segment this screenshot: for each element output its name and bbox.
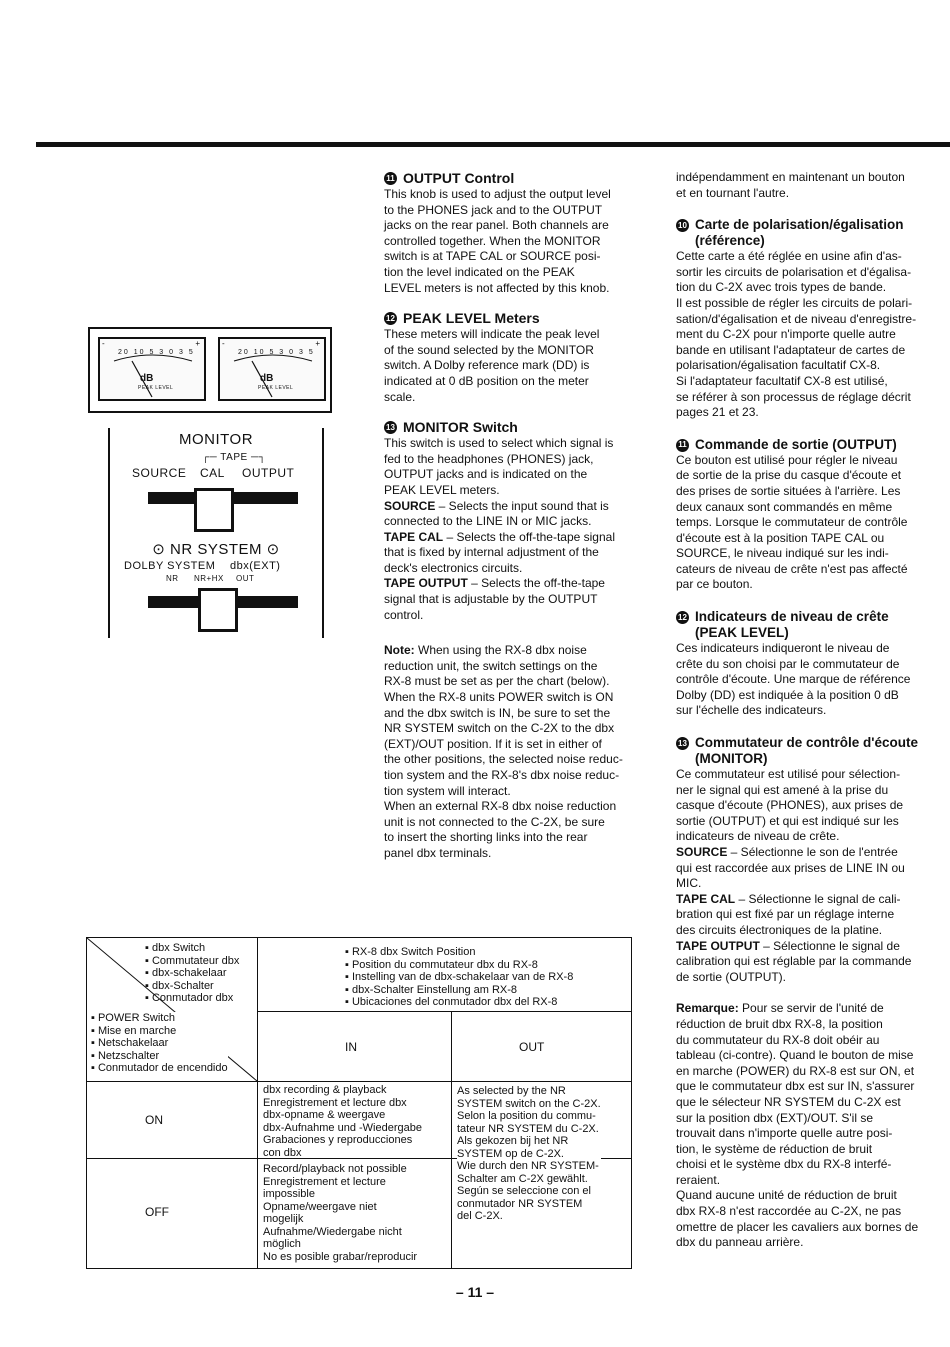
- number-13-icon: 13: [676, 737, 689, 750]
- number-11-icon: 11: [384, 172, 397, 185]
- meter-label: PEAK LEVEL: [138, 385, 174, 391]
- nr-pos-nrhx: NR+HX: [194, 574, 224, 583]
- peak-heading: 12 PEAK LEVEL Meters: [384, 310, 632, 327]
- number-11-icon: 11: [676, 439, 689, 452]
- carte-heading: 10 Carte de polarisation/égalisation (référence): [676, 217, 926, 249]
- nr-system-label: ⊙ NR SYSTEM ⊙: [152, 541, 280, 558]
- carte-body: Cette carte a été réglée en usine afin d'as- sortir les circuits de polarisation et d'égalisa- tion du C-2X avec trois types de bande. Il est possible de régler les circuits de polari- sation/d'égalisation et de niveau d'enregistre- ment du C-2X pour n'importe quelle autre bande en utilisant l'adaptateur de cartes de polarisation/égalisation facultatif CX-8. Si l'adaptateur facultatif CX-8 est utilisé, se référer à son processus de réglage décrit pages 21 et 23.: [676, 249, 917, 420]
- nr-dolby-label: DOLBY SYSTEM: [124, 560, 216, 572]
- nr-dbx-label: dbx(EXT): [230, 560, 281, 572]
- table-line: [451, 1011, 452, 1268]
- middle-column: [384, 170, 632, 862]
- output-body: This knob is used to adjust the output level to the PHONES jack and to the OUTPUT jacks on the rear panel. Both channels are controlled together. When the MONITOR switch is at TAPE CAL or SOURCE posi- tion the level indicated on the PEAK LEVEL meters is not affected by this knob.: [384, 187, 611, 295]
- commut-heading: 13 Commutateur de contrôle d'écoute (MONITOR): [676, 735, 926, 767]
- commut-body: Ce commutateur est utilisé pour sélection- ner le signal qui est amené à la prise du casque d'écoute (PHONES), aux prises de sortie (OUTPUT) et qui est indiqué sur les indicateurs de niveau de crête. SOURCE – Sélectionne le son de l'entrée qui est raccordée aux prises de LINE IN ou MIC. TAPE CAL – Sélectionne le signal de cali- bration qui est fixé par un réglage interne des circuits électroniques de la platine. TAPE OUTPUT – Sélectionne le signal de calibration qui est réglable par la commande de sortie (OUTPUT).: [676, 767, 912, 984]
- table-line: [257, 1011, 631, 1012]
- number-12-icon: 12: [384, 312, 397, 325]
- number-10-icon: 10: [676, 219, 689, 232]
- intro-text: indépendamment en maintenant un bouton et en tournant l'autre.: [676, 170, 905, 200]
- remarque-body: Remarque: Pour se servir de l'unité de réduction de bruit dbx RX-8, la position du commutateur du RX-8 doit obéir au tableau (ci-contre). Quand le bouton de mise en marche (POWER) du RX-8 est sur ON, et que le commutateur dbx est sur IN, s'assurer que le sélecteur NR SYSTEM du C-2X est sur la position dbx (EXT)/OUT. S'il se trouvait dans n'importe quelle autre posi- tion, le système de réduction de bruit choisi et le système dbx du RX-8 interfé- reraient. Quand aucune unité de réduction de bruit dbx RX-8 n'est raccordée au C-2X, ne pas omettre de placer les cavaliers aux bornes de dbx du panneau arrière.: [676, 1001, 919, 1250]
- switch-panel-illustration: [108, 428, 324, 638]
- on-in-cell: dbx recording & playback Enregistrement et lecture dbx dbx-opname & weergave dbx-Aufnahme und -Wiedergabe Grabaciones y reproducciones con dbx: [263, 1084, 422, 1159]
- tape-label: ┌─ TAPE ─┐: [202, 452, 267, 463]
- out-cell: As selected by the NR SYSTEM switch on the C-2X. Selon la position du commu- tateur NR SYSTEM du C-2X. Als gekozen bij het NR SYSTEM op de C-2X. Wie durch den NR SYSTEM- Schalter am C-2X gewählt. Según se seleccione con el conmutador NR SYSTEM del C-2X.: [457, 1085, 601, 1222]
- monitor-pos-cal: CAL: [200, 466, 225, 480]
- panel-border-right: [322, 428, 324, 638]
- meter-plus: +: [195, 339, 200, 348]
- right-column: [676, 170, 926, 1251]
- panel-border-left: [108, 428, 110, 638]
- meter-unit: dB: [260, 373, 274, 384]
- meter-plus: +: [315, 339, 320, 348]
- sortie-body: Ce bouton est utilisé pour régler le niveau de sortie de la prise du casque d'écoute et des prises de sortie situées à l'arrière. Les deux canaux sont commandés en même temps. Lorsque le commutateur de contrôle d'écoute est à la position TAPE CAL ou SOURCE, le niveau indiqué sur les indi- cateurs de niveau de crête n'est pas affecté par ce bouton.: [676, 452, 908, 592]
- monitor-pos-source: SOURCE: [132, 466, 187, 480]
- monitor-switch-knob: [194, 488, 234, 532]
- left-meter: [98, 337, 206, 401]
- column-in: IN: [345, 1040, 357, 1054]
- meter-minus: -: [222, 339, 225, 348]
- off-in-cell: Record/playback not possible Enregistrement et lecture impossible Opname/weergave niet mogelijk Aufnahme/Wiedergabe nicht möglich No es posible grabar/reproducir: [263, 1163, 418, 1263]
- page-number: – 11 –: [455, 1284, 495, 1300]
- meter-unit: dB: [140, 373, 154, 384]
- sortie-heading: 11 Commande de sortie (OUTPUT): [676, 437, 926, 453]
- output-heading: 11 OUTPUT Control: [384, 170, 632, 187]
- nr-pos-nr: NR: [166, 574, 179, 583]
- nr-pos-out: OUT: [236, 574, 255, 583]
- row-off: OFF: [145, 1205, 169, 1219]
- top-rule: [36, 142, 950, 147]
- meter-scale: 20 10 5 3 0 3 5: [238, 349, 315, 356]
- dbx-switch-table: [86, 937, 632, 1269]
- note-body: Note: When using the RX-8 dbx noise reduction unit, the switch settings on the RX-8 must be set as per the chart (below). When the RX-8 units POWER switch is ON and the dbx switch is IN, be sure to set the NR SYSTEM switch on the C-2X to the dbx (EXT)/OUT position. If it is set in either of the other positions, the selected noise reduc- tion system and the RX-8's dbx noise reduc- tion system will interact. When an external RX-8 dbx noise reduction unit is not connected to the C-2X, be sure to insert the shorting links into the rear panel dbx terminals.: [384, 643, 623, 860]
- monitor-pos-output: OUTPUT: [242, 466, 295, 480]
- corner-dbx-labels: ▪ dbx Switch ▪ Commutateur dbx ▪ dbx-schakelaar ▪ dbx-Schalter ▪ Conmutador dbx: [145, 942, 240, 1004]
- column-out: OUT: [519, 1040, 545, 1054]
- monitor-body: This switch is used to select which signal is fed to the headphones (PHONES) jack, OUTPUT jacks and is indicated on the PEAK LEVEL meters. SOURCE – Selects the input sound that is connected to the LINE IN or MIC jacks. TAPE CAL – Selects the off-the-tape signal that is fixed by internal adjustment of the deck's electronics circuits. TAPE OUTPUT – Selects the off-the-tape signal that is adjustable by the OUTPUT control.: [384, 436, 615, 622]
- nr-switch-knob: [198, 588, 238, 632]
- monitor-heading: 13 MONITOR Switch: [384, 419, 632, 436]
- right-meter: [218, 337, 326, 401]
- meter-scale: 20 10 5 3 0 3 5: [118, 349, 195, 356]
- meter-label: PEAK LEVEL: [258, 385, 294, 391]
- meter-minus: -: [102, 339, 105, 348]
- peak-level-meters-illustration: [88, 327, 332, 413]
- number-13-icon: 13: [384, 421, 397, 434]
- monitor-label: MONITOR: [178, 431, 254, 448]
- number-12-icon: 12: [676, 611, 689, 624]
- header-position-labels: ▪ RX-8 dbx Switch Position ▪ Position du commutateur dbx du RX-8 ▪ Instelling van de dbx-schakelaar van de RX-8 ▪ dbx-Schalter Einstellung am RX-8 ▪ Ubicaciones del conmutador dbx del RX-8: [345, 946, 574, 1008]
- row-on: ON: [145, 1113, 163, 1127]
- corner-power-labels: ▪ POWER Switch ▪ Mise en marche ▪ Netschakelaar ▪ Netzschalter ▪ Conmutador de encendido: [91, 1012, 228, 1074]
- indic-heading: 12 Indicateurs de niveau de crête (PEAK LEVEL): [676, 609, 926, 641]
- indic-body: Ces indicateurs indiqueront le niveau de crête du son choisi par le commutateur de contrôle d'écoute. Une marque de référence Dolby (DD) est indiquée à la position 0 dB sur l'échelle des indicateurs.: [676, 641, 911, 718]
- peak-body: These meters will indicate the peak level of the sound selected by the MONITOR switch. A Dolby reference mark (DD) is indicated at 0 dB position on the meter scale.: [384, 327, 600, 404]
